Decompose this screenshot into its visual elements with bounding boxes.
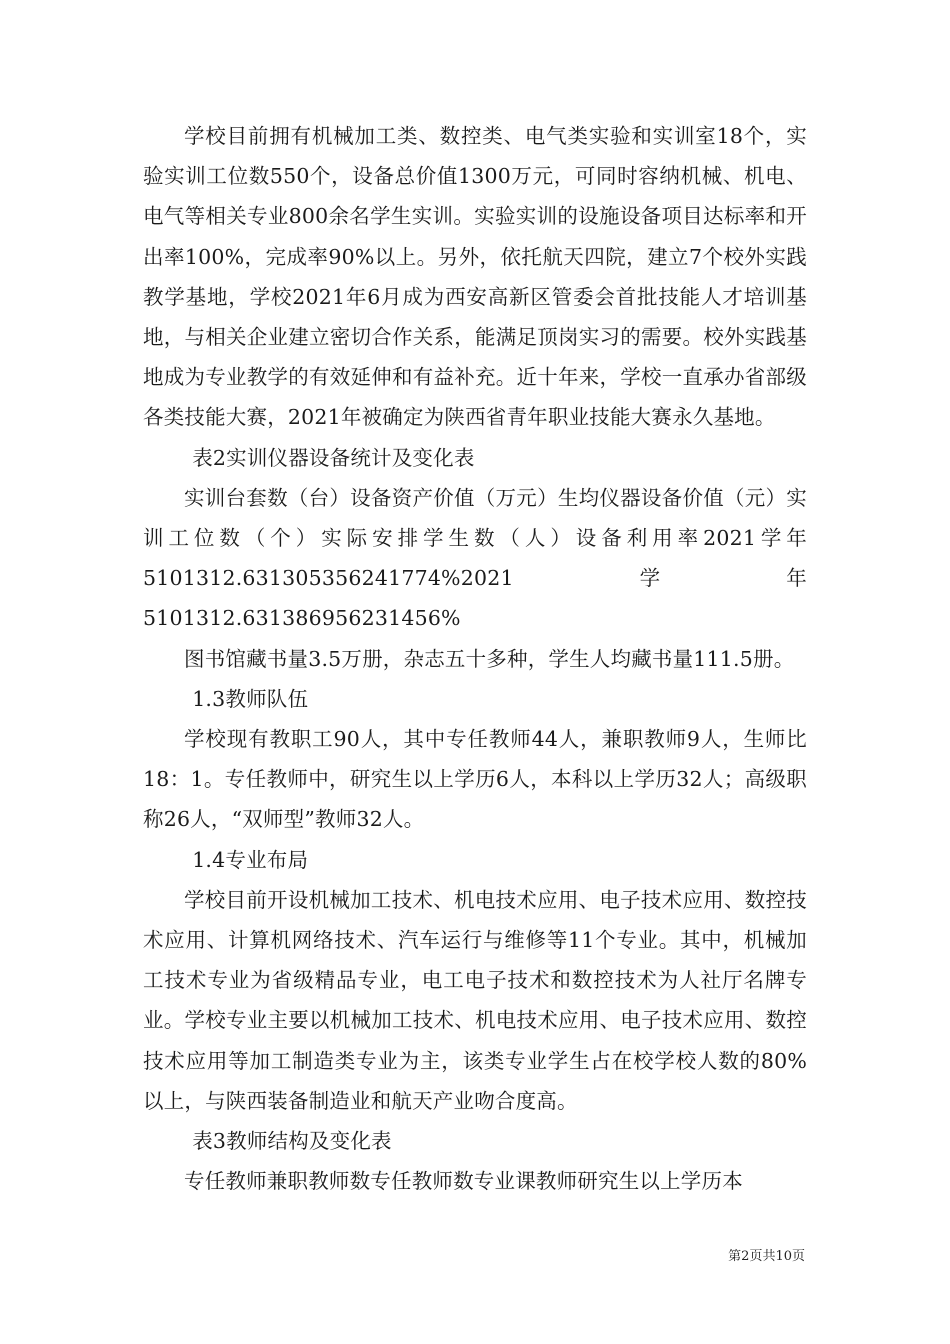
paragraph-lab-facilities: 学校目前拥有机械加工类、数控类、电气类实验和实训室18个，实验实训工位数550个，设备总价值1300万元，可同时容纳机械、机电、电气等相关专业800余名学生实训。实验实训的设施设备项目达标率和开出率100%，完成率90%以上。另外，依托航天四院，建立7个校外实践教学基地，学校2021年6月成为西安高新区管委会首批技能人才培训基地，与相关企业建立密切合作关系，能满足顶岗实习的需要。校外实践基地成为专业教学的有效延伸和有益补充。近十年来，学校一直承办省部级各类技能大赛，2021年被确定为陕西省青年职业技能大赛永久基地。 xyxy=(143,124,807,430)
section-heading-1-3: 1.3教师队伍 xyxy=(192,686,309,711)
paragraph-library: 图书馆藏书量3.5万册，杂志五十多种，学生人均藏书量111.5册。 xyxy=(184,646,795,671)
page-number: 第2页共10页 xyxy=(728,1249,805,1264)
table-3-content: 专任教师兼职教师数专任教师数专业课教师研究生以上学历本 xyxy=(184,1169,743,1194)
body-text xyxy=(143,116,807,1201)
table-2-caption: 表2实训仪器设备统计及变化表 xyxy=(192,445,475,470)
table-2-content: 实训台套数（台）设备资产价值（万元）生均仪器设备价值（元）实训工位数（个）实际安排学生数（人）设备利用率2021学年5101312.631305356241774%2021学年5101312.631386956231456% xyxy=(143,485,807,631)
table-3-caption: 表3教师结构及变化表 xyxy=(192,1129,392,1154)
section-heading-1-4: 1.4专业布局 xyxy=(192,847,309,872)
paragraph-teachers: 学校现有教职工90人，其中专任教师44人，兼职教师9人，生师比18：1。专任教师中，研究生以上学历6人，本科以上学历32人；高级职称26人，“双师型”教师32人。 xyxy=(143,727,807,832)
paragraph-majors: 学校目前开设机械加工技术、机电技术应用、电子技术应用、数控技术应用、计算机网络技术、汽车运行与维修等11个专业。其中，机械加工技术专业为省级精品专业，电工电子技术和数控技术为人社厅名牌专业。学校专业主要以机械加工技术、机电技术应用、电子技术应用、数控技术应用等加工制造类专业为主，该类专业学生占在校学校人数的80%以上，与陕西装备制造业和航天产业吻合度高。 xyxy=(143,887,807,1113)
